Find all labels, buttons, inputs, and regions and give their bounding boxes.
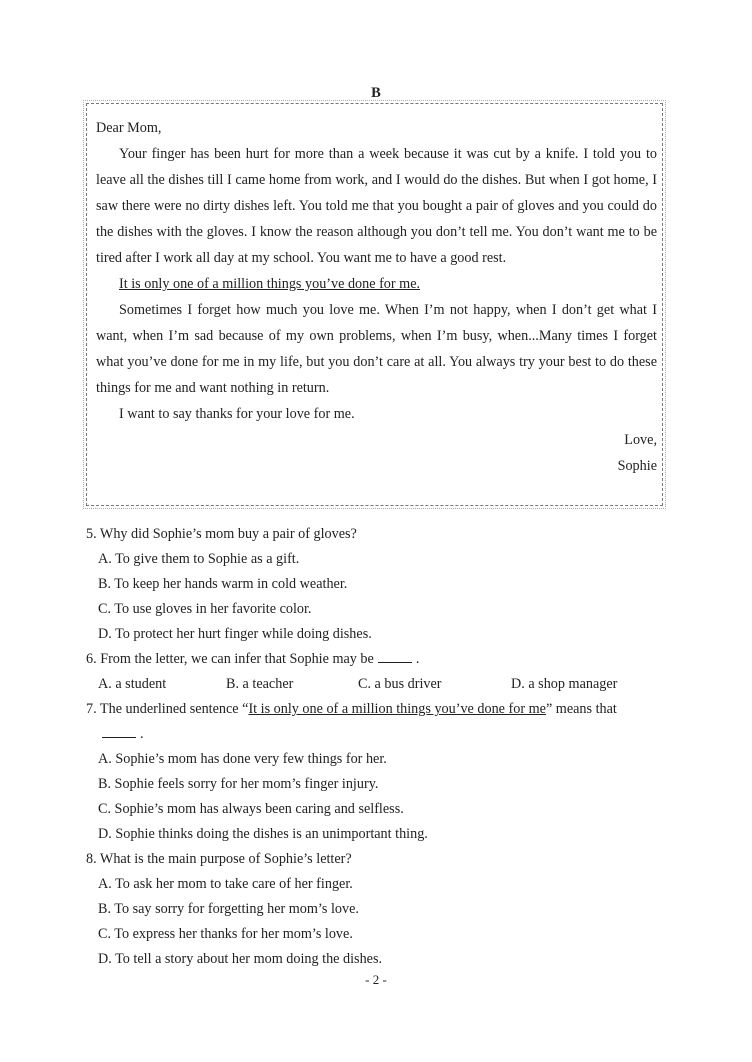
letter-paragraph-2 — [96, 271, 657, 297]
question-5-option-a: A. To give them to Sophie as a gift. — [98, 551, 300, 567]
question-6-option-d: D. a shop manager — [511, 676, 618, 692]
question-7-option-b: B. Sophie feels sorry for her mom’s finger injury. — [98, 776, 379, 792]
question-6-stem-end: . — [415, 651, 420, 667]
question-8-option-b: B. To say sorry for forgetting her mom’s love. — [98, 901, 359, 917]
question-8-option-a: A. To ask her mom to take care of her finger. — [98, 876, 353, 892]
section-title: B — [371, 85, 381, 101]
underlined-sentence: It is only one of a million things you’ve done for me. — [119, 276, 421, 292]
question-8-option-d: D. To tell a story about her mom doing the dishes. — [98, 951, 383, 967]
answer-blank — [102, 723, 136, 738]
answer-blank — [378, 648, 412, 663]
question-7-stem-end: . — [140, 726, 144, 742]
letter-paragraph-1: Your finger has been hurt for more than a week because it was cut by a knife. I told you to leave all the dishes till I came home from work, and I would do the dishes. But when I got home, I saw there were no dirty dishes left. You told me that you bought a pair of gloves and you could do the dishes with the gloves. I know the reason although you don’t tell me. You don’t want me to be tired after I work all day at my school. You want me to have a good rest. — [96, 146, 657, 266]
page-number: - 2 - — [365, 972, 387, 987]
question-6-option-c: C. a bus driver — [358, 676, 442, 692]
question-5-stem: 5. Why did Sophie’s mom buy a pair of gloves? — [86, 526, 357, 542]
letter-closing: Love, — [624, 432, 657, 448]
question-8-stem: 8. What is the main purpose of Sophie’s letter? — [86, 851, 352, 867]
question-6-option-a: A. a student — [98, 676, 167, 692]
question-5-option-d: D. To protect her hurt finger while doing dishes. — [98, 626, 372, 642]
question-6-options — [86, 672, 672, 697]
question-6-stem — [86, 647, 672, 672]
question-5-option-c: C. To use gloves in her favorite color. — [98, 601, 312, 617]
question-7-stem-tail: ” means that — [545, 701, 617, 717]
question-7-option-d: D. Sophie thinks doing the dishes is an unimportant thing. — [98, 826, 428, 842]
question-7-option-c: C. Sophie’s mom has always been caring and selfless. — [98, 801, 404, 817]
letter-paragraph-3: Sometimes I forget how much you love me. When I’m not happy, when I don’t get what I want, when I’m sad because of my own problems, when I’m busy, when...Many times I forget what you’ve done for me in my life, but you don’t care at all. You always try your best to do these things for me and want nothing in return. — [96, 302, 657, 396]
question-6-option-b: B. a teacher — [226, 676, 294, 692]
question-7-stem — [86, 697, 672, 722]
letter-greeting: Dear Mom, — [96, 120, 162, 136]
letter-signature: Sophie — [617, 458, 657, 474]
question-7-stem-text: 7. The underlined sentence “ — [86, 701, 249, 717]
question-7-quoted-sentence: It is only one of a million things you’ve done for me — [248, 701, 546, 717]
question-7-option-a: A. Sophie’s mom has done very few things for her. — [98, 751, 387, 767]
letter — [96, 115, 657, 479]
question-5-option-b: B. To keep her hands warm in cold weather. — [98, 576, 348, 592]
question-6-stem-text: 6. From the letter, we can infer that Sophie may be — [86, 651, 374, 667]
letter-paragraph-4: I want to say thanks for your love for me. — [119, 406, 355, 422]
question-7-blank-line — [86, 722, 672, 747]
questions — [86, 522, 672, 972]
question-8-option-c: C. To express her thanks for her mom’s love. — [98, 926, 353, 942]
